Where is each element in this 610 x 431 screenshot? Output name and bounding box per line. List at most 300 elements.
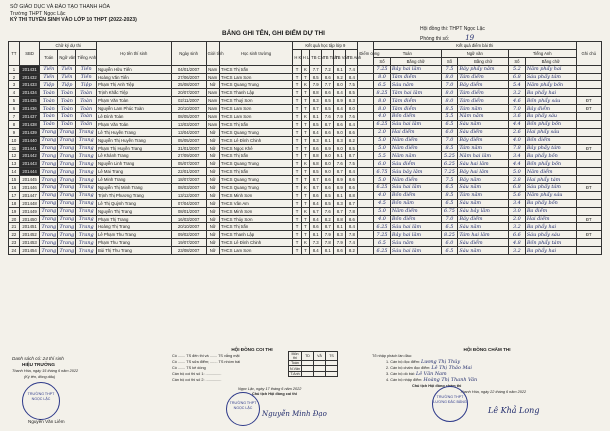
cell-name: Nguyễn Hữu Tiến bbox=[96, 65, 171, 73]
cell-e: 6.8 bbox=[508, 73, 525, 81]
col-lit-num: Số bbox=[441, 57, 458, 65]
cell-te: 8.0 bbox=[346, 105, 358, 113]
cell-bonus bbox=[358, 128, 374, 136]
cell-tv: 7.9 bbox=[334, 113, 346, 121]
cell-hl: K bbox=[301, 81, 309, 89]
cell-hl: T bbox=[301, 247, 309, 255]
cell-school: THCS Quang Trung bbox=[219, 160, 292, 168]
cell-tn: 8.6 bbox=[310, 191, 322, 199]
cell-name: Nguyễn Thị Minh Trang bbox=[96, 184, 171, 192]
cell-ew: Ba phẩy bốn bbox=[525, 199, 576, 207]
ec-line2: Có ....... TS sửa điểm; ....... TS nhóm bài bbox=[172, 360, 241, 364]
cell-school: THCS Lam Sơn bbox=[219, 113, 292, 121]
cell-hk: T bbox=[293, 89, 301, 97]
cell-m: 6.25 bbox=[374, 247, 391, 255]
cell-school: THCS Thị trấn bbox=[219, 120, 292, 128]
cell-note bbox=[576, 199, 601, 207]
cell-l: 7.0 bbox=[441, 136, 458, 144]
cell-school: THCS Thị trấn bbox=[219, 168, 292, 176]
g-hw2: Lê Thị Thảo Mai bbox=[431, 365, 472, 371]
cell-m: 8.0 bbox=[374, 97, 391, 105]
tally-cell: VẮ bbox=[314, 352, 326, 361]
cell-name: Trịnh Thị Phương Trang bbox=[96, 191, 171, 199]
cell-hl: K bbox=[301, 207, 309, 215]
cell-bonus bbox=[358, 73, 374, 81]
cell-note bbox=[576, 65, 601, 73]
cell-tv: 8.8 bbox=[334, 215, 346, 223]
cell-school: THCS Lê Đình Chinh bbox=[219, 136, 292, 144]
cell-name: Phạm Thu Trang bbox=[96, 239, 171, 247]
cell-ta: 7.9 bbox=[322, 231, 334, 239]
cell-s3: Trang bbox=[76, 247, 97, 255]
ec-chair: Chủ tịch Hội đồng coi thi bbox=[252, 392, 297, 396]
cell-lw: Sáu bảy lăm bbox=[458, 207, 509, 215]
cell-name: Lê Mai Trang bbox=[96, 168, 171, 176]
cell-mw: Sáu năm bbox=[390, 239, 441, 247]
cell-s1: Trang bbox=[41, 160, 57, 167]
principal-place: Thanh Hóa, ngày 15 tháng 6 năm 2022 bbox=[12, 369, 79, 373]
cell-mw: Bảy hai lăm bbox=[390, 231, 441, 239]
cell-tt: 23 bbox=[9, 239, 20, 247]
cell-name: Hoàng Văn Tiến bbox=[96, 73, 171, 81]
cell-l: 7.5 bbox=[441, 176, 458, 184]
cell-tt: 13 bbox=[9, 160, 20, 168]
cell-s3: Trang bbox=[76, 207, 97, 215]
cell-ew: Sáu phẩy sáu bbox=[525, 231, 576, 239]
cell-s3: Trang bbox=[76, 176, 97, 184]
cell-l: 5.5 bbox=[441, 113, 458, 121]
cell-e: 3.2 bbox=[508, 89, 525, 97]
cell-l: 8.5 bbox=[441, 105, 458, 113]
cell-school: THCS Lam Sơn bbox=[219, 73, 292, 81]
ec-date: Ngọc Lặc, ngày 17 tháng 6 năm 2022 bbox=[238, 387, 302, 391]
cell-ew: Hai phẩy tám bbox=[525, 176, 576, 184]
cell-sbd: 201438 bbox=[19, 120, 39, 128]
cell-lw: Tám điểm bbox=[458, 97, 509, 105]
cell-hl: T bbox=[301, 97, 309, 105]
cell-g: Nam bbox=[206, 89, 219, 97]
cell-tv: 7.9 bbox=[334, 239, 346, 247]
cell-bonus bbox=[358, 113, 374, 121]
cell-g: Nữ bbox=[206, 136, 219, 144]
cell-te: 8.4 bbox=[346, 168, 358, 176]
cell-mw: Bốn năm bbox=[390, 199, 441, 207]
col-sig1: Toán bbox=[40, 49, 58, 65]
footer-left bbox=[12, 356, 78, 380]
cell-bonus bbox=[358, 152, 374, 160]
cell-s2: Trang bbox=[59, 168, 75, 175]
cell-ew: Năm điểm bbox=[525, 168, 576, 176]
cell-te: 7.8 bbox=[346, 231, 358, 239]
cell-school: THCS Quang Trung bbox=[219, 81, 292, 89]
cell-tt: 12 bbox=[9, 152, 20, 160]
cell-dob: 05/05/2007 bbox=[171, 136, 206, 144]
cell-bonus bbox=[358, 239, 374, 247]
cell-school: THCS Thị trấn bbox=[219, 65, 292, 73]
cell-s2: Trang bbox=[59, 137, 75, 144]
cell-l: 8.5 bbox=[441, 144, 458, 152]
cell-bonus bbox=[358, 89, 374, 97]
cell-note bbox=[576, 120, 601, 128]
cell-school: THCS Thúy Sơn bbox=[219, 215, 292, 223]
g-chair: Chủ tịch Hội đồng chấm thi bbox=[412, 384, 462, 388]
col-gender: Giới tính bbox=[206, 42, 219, 66]
cell-ew: Năm phẩy bốn bbox=[525, 81, 576, 89]
cell-school: THCS Ngọc Khê bbox=[219, 144, 292, 152]
cell-dob: 18/07/2007 bbox=[171, 176, 206, 184]
cell-sbd: 201433 bbox=[19, 81, 39, 89]
cell-te: 7.4 bbox=[346, 239, 358, 247]
cell-tv: 7.6 bbox=[334, 160, 346, 168]
cell-s2: Toàn bbox=[58, 97, 76, 105]
cell-sbd: 201431 bbox=[19, 65, 39, 73]
cell-lw: Sáu hai lăm bbox=[458, 160, 509, 168]
cell-hk: T bbox=[293, 65, 301, 73]
cell-ta: 7.8 bbox=[322, 239, 334, 247]
cell-e: 3.2 bbox=[508, 247, 525, 255]
cell-s1: Trang bbox=[41, 137, 57, 144]
cell-mw: Sáu hai lăm bbox=[390, 247, 441, 255]
cell-ew: Ba phẩy hai bbox=[525, 223, 576, 231]
cell-m: 5.0 bbox=[374, 176, 391, 184]
cell-tn: 8.1 bbox=[310, 113, 322, 121]
cell-s2: Trang bbox=[59, 145, 75, 152]
cell-ew: Sáu phẩy tám bbox=[525, 184, 576, 192]
tally-row bbox=[289, 352, 338, 361]
cell-e: 3.2 bbox=[508, 223, 525, 231]
cell-mw: Sáu điểm bbox=[390, 160, 441, 168]
cell-hk: T bbox=[293, 113, 301, 121]
cell-e: 4.0 bbox=[508, 136, 525, 144]
cell-hl: K bbox=[301, 160, 309, 168]
cell-s3: Trang bbox=[76, 199, 97, 207]
cell-ta: 8.9 bbox=[322, 144, 334, 152]
col-math-num: Số bbox=[374, 57, 391, 65]
cell-tt: 10 bbox=[9, 136, 20, 144]
cell-s3: Trang bbox=[76, 231, 97, 239]
table-row bbox=[9, 89, 602, 97]
cell-ta: 8.6 bbox=[322, 176, 334, 184]
cell-hl: T bbox=[301, 136, 309, 144]
ec-line1: Có ....... TS đến thi và ....... TS vắng mặt bbox=[172, 354, 240, 358]
cell-mw: Năm điểm bbox=[390, 144, 441, 152]
cell-ta: 8.5 bbox=[322, 105, 334, 113]
cell-g: Nam bbox=[206, 65, 219, 73]
cell-g: Nam bbox=[206, 113, 219, 121]
cell-s3: Tiến bbox=[76, 73, 97, 81]
col-math-words: Bằng chữ bbox=[390, 57, 441, 65]
cell-s3: Trang bbox=[76, 223, 97, 231]
cell-hk: T bbox=[293, 223, 301, 231]
cell-mw: Năm năm bbox=[390, 152, 441, 160]
cell-hl: K bbox=[301, 65, 309, 73]
cell-s3: Toàn bbox=[76, 89, 97, 97]
cell-school: THCS Thuý Sơn bbox=[219, 97, 292, 105]
cell-l: 8.5 bbox=[441, 191, 458, 199]
col-sig3: Tiếng Anh bbox=[76, 49, 97, 65]
cell-lw: Năm hai lăm bbox=[458, 152, 509, 160]
tally-cell bbox=[326, 371, 338, 376]
cell-s1: Trang bbox=[41, 231, 57, 238]
cell-hk: T bbox=[293, 152, 301, 160]
cell-l: 8.0 bbox=[441, 89, 458, 97]
cell-ta: 8.2 bbox=[322, 215, 334, 223]
cell-sbd: 201432 bbox=[19, 73, 39, 81]
cell-bonus bbox=[358, 97, 374, 105]
tally-cell: Môn thi bbox=[289, 352, 302, 361]
cell-sbd: 201451 bbox=[19, 223, 39, 231]
cell-name: Phạm Thị Huyền Trang bbox=[96, 144, 171, 152]
cell-g: Nữ bbox=[206, 231, 219, 239]
cell-name: Phạm Văn Toàn bbox=[96, 97, 171, 105]
cell-lw: Sáu điểm bbox=[458, 128, 509, 136]
cell-tt: 15 bbox=[9, 176, 20, 184]
cell-sbd: 201449 bbox=[19, 207, 39, 215]
cell-e: 5.0 bbox=[508, 168, 525, 176]
tally-table bbox=[288, 351, 338, 377]
cell-tt: 19 bbox=[9, 207, 20, 215]
cell-mw: Tám điểm bbox=[390, 73, 441, 81]
cell-hk: T bbox=[293, 105, 301, 113]
col-note: Ghi chú bbox=[576, 42, 601, 66]
cell-m: 6.0 bbox=[374, 160, 391, 168]
cell-te: 7.8 bbox=[346, 207, 358, 215]
cell-te: 8.2 bbox=[346, 136, 358, 144]
cell-e: 5.2 bbox=[508, 65, 525, 73]
cell-sbd: 201450 bbox=[19, 215, 39, 223]
cell-hk: T bbox=[293, 247, 301, 255]
cell-note bbox=[576, 73, 601, 81]
cell-note: ĐT bbox=[576, 231, 601, 239]
g-line3: 2. Cán bộ chấm đọc điểm: bbox=[386, 366, 431, 370]
table-row bbox=[9, 65, 602, 73]
cell-note bbox=[576, 136, 601, 144]
cell-dob: 16/03/2007 bbox=[171, 215, 206, 223]
cell-ew: Bốn phẩy bốn bbox=[525, 160, 576, 168]
cell-name: Phạm Văn Toản bbox=[96, 120, 171, 128]
ec-signature: Nguyễn Minh Đạo bbox=[262, 410, 327, 418]
col-lit-words: Bằng chữ bbox=[458, 57, 509, 65]
cell-e: 2.6 bbox=[508, 128, 525, 136]
cell-g: Nữ bbox=[206, 247, 219, 255]
cell-dob: 08/05/2007 bbox=[171, 113, 206, 121]
cell-l: 7.25 bbox=[441, 168, 458, 176]
cell-g: Nữ bbox=[206, 144, 219, 152]
table-row bbox=[9, 81, 602, 89]
cell-tv: 8.3 bbox=[334, 199, 346, 207]
cell-m: 4.0 bbox=[374, 113, 391, 121]
cell-dob: 09/02/2007 bbox=[171, 231, 206, 239]
cell-bonus bbox=[358, 184, 374, 192]
cell-hl: T bbox=[301, 73, 309, 81]
cell-name: Nguyễn Thị Trang bbox=[96, 207, 171, 215]
cell-s2: Tiệp bbox=[58, 81, 76, 89]
cell-s2: Trang bbox=[59, 160, 75, 167]
table-row bbox=[9, 231, 602, 239]
grading-title: HỘI ĐỒNG CHẤM THI bbox=[463, 347, 511, 352]
cell-tn: 8.6 bbox=[310, 144, 322, 152]
cell-l: 7.5 bbox=[441, 65, 458, 73]
cell-lw: Sáu năm bbox=[458, 223, 509, 231]
cell-te: 8.6 bbox=[346, 128, 358, 136]
cell-tv: 8.3 bbox=[334, 136, 346, 144]
cell-l: 6.0 bbox=[441, 239, 458, 247]
cell-ta: 8.5 bbox=[322, 199, 334, 207]
cell-ta: 8.5 bbox=[322, 191, 334, 199]
cell-l: 6.5 bbox=[441, 247, 458, 255]
cell-lw: Tám năm bbox=[458, 105, 509, 113]
cell-dob: 13/04/2007 bbox=[171, 128, 206, 136]
cell-sbd: 201440 bbox=[19, 136, 39, 144]
cell-tn: 8.3 bbox=[310, 97, 322, 105]
g-date: Thanh Hóa, ngày 22 tháng 6 năm 2022 bbox=[460, 390, 527, 394]
cell-e: 5.6 bbox=[508, 191, 525, 199]
cell-note bbox=[576, 176, 601, 184]
table-body bbox=[9, 65, 602, 254]
cell-hl: T bbox=[301, 144, 309, 152]
cell-g: Nữ bbox=[206, 184, 219, 192]
table-row bbox=[9, 239, 602, 247]
cell-s1: Trang bbox=[41, 200, 57, 207]
cell-m: 7.25 bbox=[374, 231, 391, 239]
cell-l: 6.5 bbox=[441, 223, 458, 231]
cell-tn: 8.5 bbox=[310, 73, 322, 81]
cell-s1: Tiến bbox=[40, 73, 58, 81]
ec-line4: Cán bộ coi thi số 1: ............... bbox=[172, 372, 222, 376]
cell-sbd: 201434 bbox=[19, 89, 39, 97]
cell-name: Trịnh Khắc Tiệp bbox=[96, 89, 171, 97]
cell-tt: 5 bbox=[9, 97, 20, 105]
school-name: Trường THPT Ngọc Lặc bbox=[10, 10, 66, 17]
cell-dob: 07/04/2007 bbox=[171, 199, 206, 207]
cell-s3: Tiệp bbox=[76, 81, 97, 89]
cell-s2: Toàn bbox=[58, 105, 76, 113]
cell-e: 4.6 bbox=[508, 97, 525, 105]
cell-name: Phạm Thị Trang bbox=[96, 215, 171, 223]
cell-te: 8.7 bbox=[346, 152, 358, 160]
cell-tt: 16 bbox=[9, 184, 20, 192]
cell-tn: 8.4 bbox=[310, 199, 322, 207]
cell-s2: Trang bbox=[59, 152, 75, 159]
room-label: Phòng thi số: bbox=[420, 35, 450, 42]
col-study-group: Kết quả học tập lớp 9 bbox=[293, 42, 358, 50]
table-row bbox=[9, 136, 602, 144]
cell-tv: 8.7 bbox=[334, 207, 346, 215]
cell-hk: T bbox=[293, 184, 301, 192]
cell-l: 6.5 bbox=[441, 120, 458, 128]
tally-cell: TD bbox=[302, 352, 314, 361]
cell-note bbox=[576, 191, 601, 199]
cell-sbd: 201454 bbox=[19, 247, 39, 255]
cell-e: 3.6 bbox=[508, 113, 525, 121]
cell-dob: 31/01/2007 bbox=[171, 144, 206, 152]
cell-note bbox=[576, 160, 601, 168]
cell-note: ĐT bbox=[576, 184, 601, 192]
cell-mw: Sáu bảy lăm bbox=[390, 168, 441, 176]
col-hk: H K bbox=[293, 49, 301, 65]
cell-mw: Bảy hai lăm bbox=[390, 65, 441, 73]
cell-hk: T bbox=[293, 136, 301, 144]
col-eng-words: Bằng chữ bbox=[525, 57, 576, 65]
cell-m: 4.0 bbox=[374, 191, 391, 199]
tally-row bbox=[289, 371, 338, 376]
cell-name: Nguyễn Linh Trang bbox=[96, 160, 171, 168]
cell-te: 8.4 bbox=[346, 223, 358, 231]
cell-te: 8.4 bbox=[346, 120, 358, 128]
cell-s1: Toàn bbox=[40, 97, 58, 105]
cell-s2: Toàn bbox=[58, 113, 76, 121]
cell-s3: Toàn bbox=[76, 113, 97, 121]
cell-s1: Trang bbox=[41, 216, 57, 223]
cell-s1: Trang bbox=[41, 247, 57, 254]
cell-e: 2.8 bbox=[508, 176, 525, 184]
cell-tn: 8.4 bbox=[310, 215, 322, 223]
cell-g: Nữ bbox=[206, 239, 219, 247]
cell-hl: T bbox=[301, 215, 309, 223]
cell-te: 8.5 bbox=[346, 144, 358, 152]
cell-hk: T bbox=[293, 168, 301, 176]
cell-bonus bbox=[358, 136, 374, 144]
cell-sbd: 201444 bbox=[19, 168, 39, 176]
cell-l: 6.0 bbox=[441, 128, 458, 136]
cell-s3: Trang bbox=[76, 152, 97, 160]
cell-hk: T bbox=[293, 81, 301, 89]
cell-e: 2.0 bbox=[508, 215, 525, 223]
cell-l: 6.25 bbox=[441, 160, 458, 168]
cell-g: Nam bbox=[206, 120, 219, 128]
cell-tv: 8.9 bbox=[334, 176, 346, 184]
table-row bbox=[9, 207, 602, 215]
cell-sbd: 201445 bbox=[19, 176, 39, 184]
col-bonus: Điểm cộng bbox=[358, 42, 374, 66]
exam-council-title: HỘI ĐỒNG COI THI bbox=[231, 347, 273, 352]
cell-name: Bùi Thị Thu Trang bbox=[96, 247, 171, 255]
table-row bbox=[9, 191, 602, 199]
cell-ew: Bảy phẩy tám bbox=[525, 144, 576, 152]
table-row bbox=[9, 184, 602, 192]
cell-ta: 8.1 bbox=[322, 136, 334, 144]
cell-tn: 8.3 bbox=[310, 136, 322, 144]
cell-s3: Trang bbox=[76, 144, 97, 152]
cell-m: 6.25 bbox=[374, 184, 391, 192]
cell-note bbox=[576, 128, 601, 136]
cell-ta: 8.6 bbox=[322, 184, 334, 192]
cell-m: 4.5 bbox=[374, 199, 391, 207]
cell-m: 7.25 bbox=[374, 65, 391, 73]
table-row bbox=[9, 223, 602, 231]
tally-cell: Toán bbox=[289, 361, 302, 366]
cell-te: 8.6 bbox=[346, 215, 358, 223]
cell-tn: 7.3 bbox=[310, 239, 322, 247]
cell-tt: 1 bbox=[9, 65, 20, 73]
cell-tt: 3 bbox=[9, 81, 20, 89]
cell-tt: 22 bbox=[9, 231, 20, 239]
g-line2: 1. Cán bộ đọc điểm: bbox=[386, 360, 420, 364]
col-sig-group: Chữ ký dự thi bbox=[40, 42, 97, 50]
cell-l: 6.75 bbox=[441, 207, 458, 215]
cell-tn: 8.4 bbox=[310, 128, 322, 136]
cell-name: Nguyễn Thị Huyền Trang bbox=[96, 136, 171, 144]
cell-dob: 20/07/2007 bbox=[171, 89, 206, 97]
cell-tn: 7.7 bbox=[310, 65, 322, 73]
cell-bonus bbox=[358, 65, 374, 73]
cell-hl: T bbox=[301, 231, 309, 239]
cell-ew: Bảy điểm bbox=[525, 105, 576, 113]
cell-tn: 6.8 bbox=[310, 160, 322, 168]
cell-lw: Bảy năm bbox=[458, 176, 509, 184]
cell-ta: 7.7 bbox=[322, 81, 334, 89]
table-row bbox=[9, 128, 602, 136]
